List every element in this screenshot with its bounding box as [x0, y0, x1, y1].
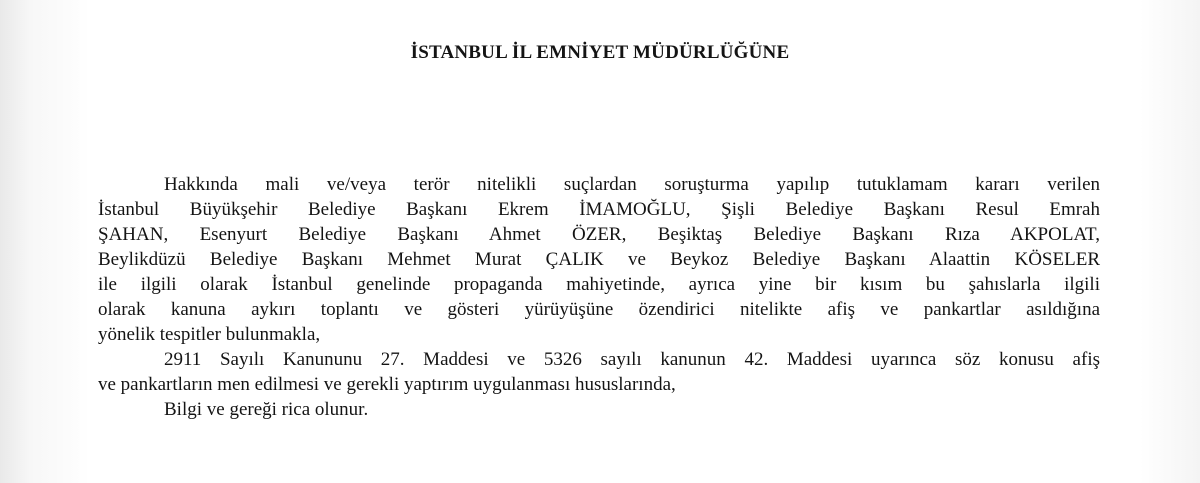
closing-line: Bilgi ve gereği rica olunur. — [164, 399, 369, 420]
paragraph-2-line-2: ve pankartların men edilmesi ve gerekli yaptırım uygulanması hususlarında, — [98, 374, 676, 395]
paragraph-1-line-6: olarak kanuna aykırı toplantı ve gösteri yürüyüşüne özendirici nitelikte afiş ve pankartlar asıldığına — [98, 299, 1100, 320]
paragraph-1-line-3: ŞAHAN, Esenyurt Belediye Başkanı Ahmet ÖZER, Beşiktaş Belediye Başkanı Rıza AKPOLAT, — [98, 224, 1100, 245]
paragraph-1-line-7: yönelik tespitler bulunmakla, — [98, 324, 321, 345]
document-title: İSTANBUL İL EMNİYET MÜDÜRLÜĞÜNE — [410, 42, 790, 63]
paragraph-1-line-1: Hakkında mali ve/veya terör nitelikli suçlardan soruşturma yapılıp tutuklamam kararı verilen — [164, 174, 1100, 195]
paragraph-2-line-1: 2911 Sayılı Kanununu 27. Maddesi ve 5326 sayılı kanunun 42. Maddesi uyarınca söz konusu afiş — [164, 349, 1100, 370]
paragraph-1-line-5: ile ilgili olarak İstanbul genelinde propaganda mahiyetinde, ayrıca yine bir kısım bu şahıslarla ilgili — [98, 274, 1100, 295]
paragraph-1-line-2: İstanbul Büyükşehir Belediye Başkanı Ekrem İMAMOĞLU, Şişli Belediye Başkanı Resul Emrah — [98, 199, 1100, 220]
paragraph-1-line-4: Beylikdüzü Belediye Başkanı Mehmet Murat ÇALIK ve Beykoz Belediye Başkanı Alaattin KÖSELER — [98, 249, 1100, 270]
document-body — [98, 172, 1100, 422]
